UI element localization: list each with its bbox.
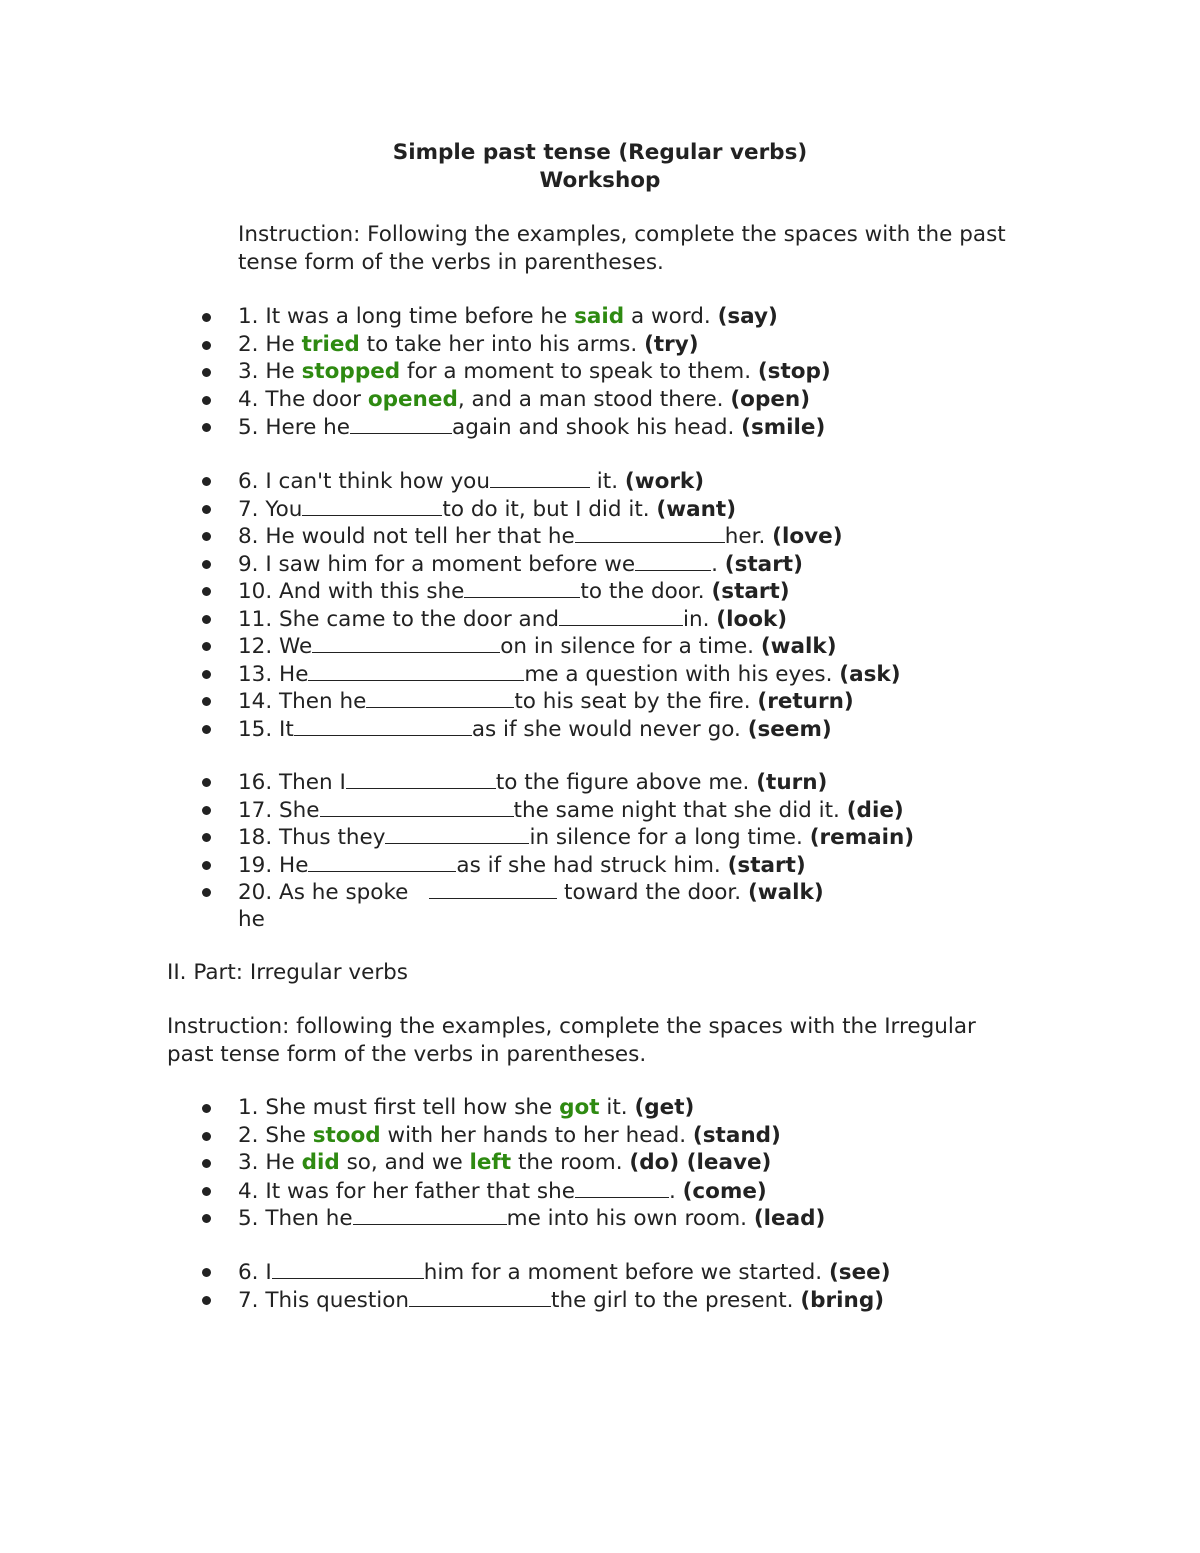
bullet-icon [202, 1296, 211, 1305]
verb-hint: (turn) [756, 770, 828, 795]
part2-group2-list [0, 1258, 1200, 1313]
example-answer: stood [312, 1122, 381, 1148]
bullet-icon [202, 423, 211, 432]
example-answer: left [469, 1150, 512, 1175]
list-item: 7. You to do it, but I did it. (want) [0, 495, 1200, 523]
example-answer: opened [367, 386, 458, 412]
example-answer: said [574, 304, 625, 329]
verb-hint: (look) [716, 606, 788, 632]
verb-hint: (do) (leave) [629, 1150, 772, 1175]
bullet-icon [202, 1268, 211, 1277]
answer-blank[interactable] [635, 550, 711, 571]
bullet-icon [202, 1132, 211, 1141]
bullet-icon [202, 341, 211, 350]
verb-hint: (stop) [757, 359, 831, 384]
bullet-icon [202, 615, 211, 624]
list-item: 14. Then he to his seat by the fire. (return) [0, 687, 1200, 715]
list-item: 16. Then I to the figure above me. (turn) [0, 768, 1200, 796]
verb-hint: (remain) [809, 825, 915, 850]
list-item-continuation: he [238, 906, 265, 932]
list-item: 3. He stopped for a moment to speak to them. (stop) [0, 358, 1200, 386]
list-item: 4. The door opened, and a man stood there. (open) [0, 386, 1200, 414]
answer-blank[interactable] [312, 632, 500, 653]
list-item: 6. I him for a moment before we started. (see) [0, 1258, 1200, 1286]
verb-hint: (start) [711, 579, 790, 604]
part2-group1-list [0, 1094, 1200, 1232]
bullet-icon [202, 725, 211, 734]
bullet-icon [202, 1214, 211, 1223]
bullet-icon [202, 477, 211, 486]
answer-blank[interactable] [464, 577, 580, 598]
verb-hint: (walk) [747, 880, 824, 905]
part1-group3-list [0, 768, 1200, 933]
list-item: 13. He me a question with his eyes. (ask) [0, 660, 1200, 688]
bullet-icon [202, 1159, 211, 1168]
list-item: 5. Then he me into his own room. (lead) [0, 1204, 1200, 1232]
list-item: 19. He as if she had struck him. (start) [0, 851, 1200, 879]
list-item: 11. She came to the door and in. (look) [0, 605, 1200, 633]
bullet-icon [202, 587, 211, 596]
verb-hint: (open) [730, 386, 811, 412]
list-item: 9. I saw him for a moment before we . (start) [0, 550, 1200, 578]
instruction-part1: Instruction: Following the examples, complete the spaces with the past tense form of the verbs in parentheses. [238, 222, 1006, 275]
answer-blank[interactable] [353, 1204, 507, 1225]
list-item: 1. She must first tell how she got it. (get) [0, 1094, 1200, 1122]
bullet-icon [202, 560, 211, 569]
verb-hint: (start) [724, 551, 803, 577]
answer-blank[interactable] [559, 605, 683, 626]
bullet-icon [202, 833, 211, 842]
page-title: Simple past tense (Regular verbs) [392, 140, 808, 165]
bullet-icon [202, 806, 211, 815]
list-item: 2. She stood with her hands to her head. (stand) [0, 1122, 1200, 1150]
answer-blank[interactable] [490, 467, 590, 488]
bullet-icon [202, 888, 211, 897]
section2-heading: II. Part: Irregular verbs [167, 960, 409, 985]
verb-hint: (return) [757, 689, 854, 714]
verb-hint: (love) [772, 524, 843, 549]
bullet-icon [202, 697, 211, 706]
list-item: 15. It as if she would never go. (seem) [0, 715, 1200, 743]
verb-hint: (work) [624, 469, 705, 494]
bullet-icon [202, 1104, 211, 1113]
page-subtitle: Workshop [539, 167, 661, 193]
title-block [0, 139, 1200, 194]
answer-blank[interactable] [294, 715, 472, 736]
verb-hint: (ask) [839, 661, 901, 687]
answer-blank[interactable] [350, 413, 452, 434]
verb-hint: (bring) [800, 1287, 885, 1313]
part1-group1-list [0, 303, 1200, 441]
answer-blank[interactable] [575, 1177, 669, 1198]
answer-blank[interactable] [385, 823, 529, 844]
list-item: 3. He did so, and we left the room. (do) (leave) [0, 1149, 1200, 1177]
bullet-icon [202, 1187, 211, 1196]
answer-blank[interactable] [409, 1286, 551, 1307]
bullet-icon [202, 861, 211, 870]
example-answer: got [559, 1095, 600, 1120]
list-item: 6. I can't think how you it. (work) [0, 467, 1200, 495]
verb-hint: (stand) [692, 1122, 781, 1148]
verb-hint: (seem) [747, 716, 832, 742]
answer-blank[interactable] [429, 878, 557, 899]
verb-hint: (smile) [741, 415, 826, 440]
list-item: 20. As he spoke toward the door. (walk) [0, 878, 1200, 906]
list-item: 4. It was for her father that she . (come) [0, 1177, 1200, 1205]
answer-blank[interactable] [302, 495, 442, 516]
answer-blank[interactable] [346, 768, 496, 789]
bullet-icon [202, 368, 211, 377]
verb-hint: (come) [682, 1178, 767, 1204]
list-item: 5. Here he again and shook his head. (smile) [0, 413, 1200, 441]
verb-hint: (start) [727, 852, 806, 878]
bullet-icon [202, 313, 211, 322]
verb-hint: (get) [634, 1095, 695, 1120]
part1-group2-list [0, 467, 1200, 742]
list-item: 1. It was a long time before he said a word. (say) [0, 303, 1200, 331]
answer-blank[interactable] [308, 851, 456, 872]
list-item: 10. And with this she to the door. (start) [0, 577, 1200, 605]
example-answer: did [301, 1150, 340, 1175]
answer-blank[interactable] [308, 660, 524, 681]
instruction-part2: Instruction: following the examples, complete the spaces with the Irregular past tense form of the verbs in parentheses. [167, 1014, 976, 1067]
bullet-icon [202, 642, 211, 651]
verb-hint: (want) [656, 496, 737, 522]
verb-hint: (see) [828, 1260, 891, 1285]
answer-blank[interactable] [272, 1258, 424, 1279]
bullet-icon [202, 670, 211, 679]
answer-blank[interactable] [575, 522, 725, 543]
answer-blank[interactable] [366, 687, 514, 708]
bullet-icon [202, 532, 211, 541]
verb-hint: (lead) [753, 1206, 826, 1231]
bullet-icon [202, 505, 211, 514]
example-answer: stopped [301, 359, 401, 384]
example-answer: tried [301, 331, 360, 357]
verb-hint: (say) [717, 304, 778, 329]
answer-blank[interactable] [320, 796, 514, 817]
list-item: 7. This question the girl to the present. (bring) [0, 1286, 1200, 1314]
bullet-icon [202, 778, 211, 787]
verb-hint: (walk) [760, 634, 837, 659]
verb-hint: (try) [644, 331, 699, 357]
list-item: 12. We on in silence for a time. (walk) [0, 632, 1200, 660]
list-item: 8. He would not tell her that he her. (love) [0, 522, 1200, 550]
list-item: 18. Thus they in silence for a long time. (remain) [0, 823, 1200, 851]
verb-hint: (die) [846, 797, 904, 823]
list-item: 2. He tried to take her into his arms. (try) [0, 331, 1200, 359]
bullet-icon [202, 396, 211, 405]
list-item: 17. She the same night that she did it. (die) [0, 796, 1200, 824]
